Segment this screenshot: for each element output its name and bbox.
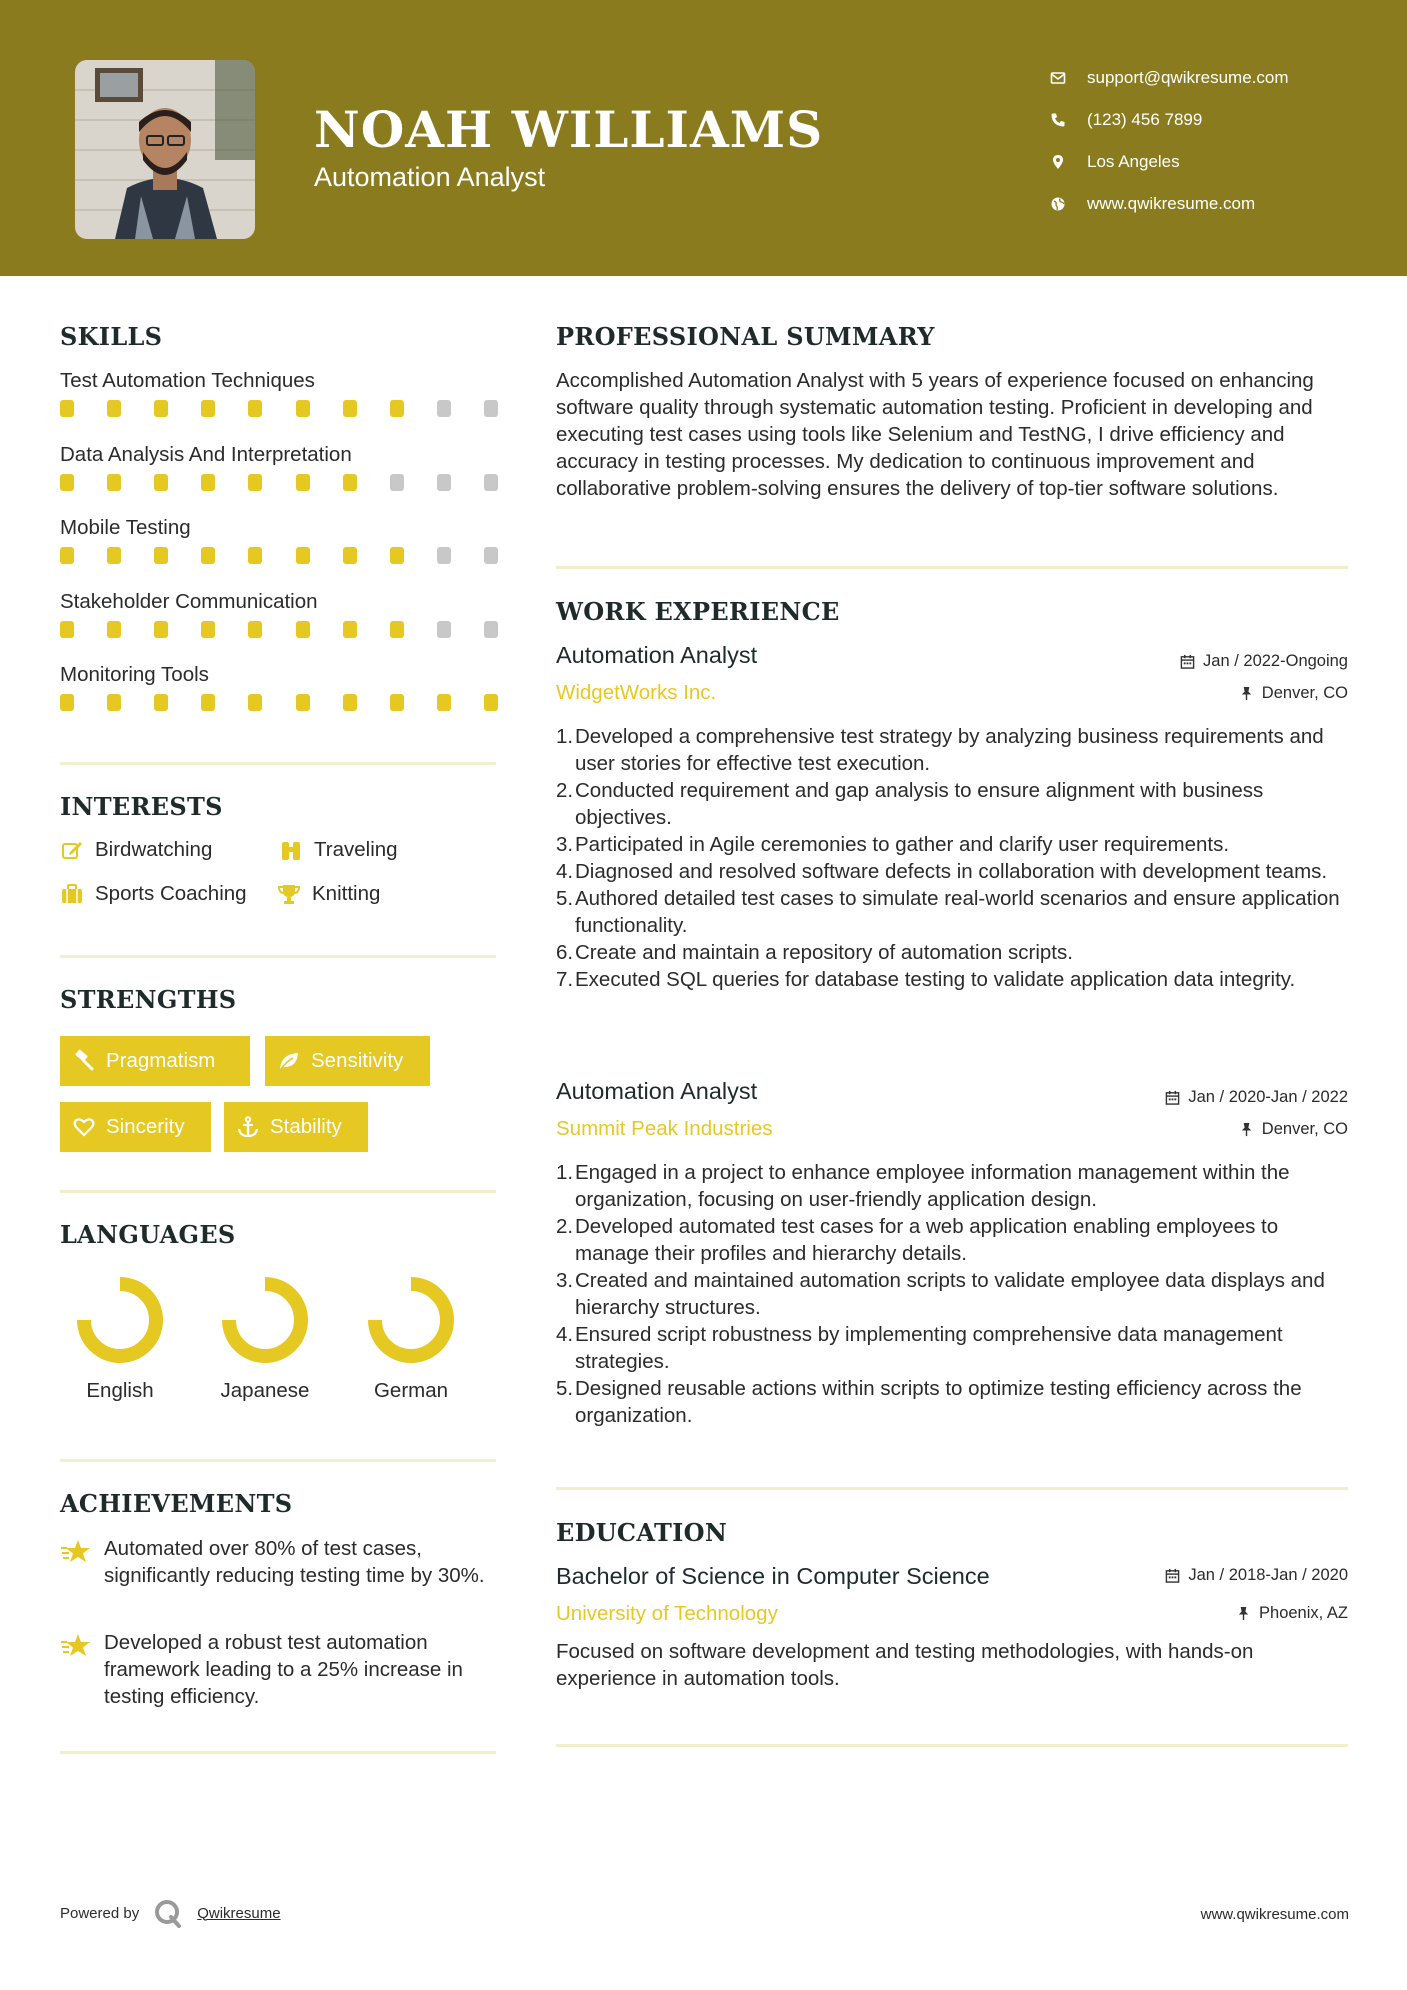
job-bullets	[556, 723, 1346, 993]
rating-dot-filled	[201, 400, 215, 417]
job-bullets	[556, 1159, 1346, 1429]
interest-item	[277, 882, 380, 906]
rating-dot-filled	[484, 694, 498, 711]
job-title: Automation Analyst	[556, 642, 758, 668]
rating-dot-filled	[60, 474, 74, 491]
qwikresume-logo-icon	[153, 1898, 183, 1928]
skill-name: Data Analysis And Interpretation	[60, 442, 352, 466]
language-name: German	[373, 1379, 449, 1402]
language-item	[55, 1275, 185, 1403]
education-dates-text: Jan / 2018-Jan / 2020	[1188, 1566, 1348, 1584]
education-dates	[1165, 1566, 1348, 1585]
achievement-text: Developed a robust test automation framework leading to a 25% increase in testing efficiency.	[104, 1631, 463, 1708]
achievement-item	[60, 1535, 500, 1589]
pushpin-icon	[1236, 1606, 1251, 1621]
contact-phone-text: (123) 456 7899	[1087, 110, 1203, 129]
bullet-item: 1. Developed a comprehensive test strategy by analyzing business requirements and user stories for effective test execution.	[556, 725, 1324, 775]
language-arc	[375, 1284, 447, 1356]
interest-item	[279, 838, 398, 862]
bullet-item: 3. Created and maintained automation scripts to validate employee data displays and hierarchy structures.	[556, 1269, 1325, 1319]
contact-location-text: Los Angeles	[1087, 152, 1180, 171]
rating-dot-filled	[107, 400, 121, 417]
education-location	[1236, 1604, 1348, 1623]
contact-location	[1050, 141, 1380, 183]
rating-dot-filled	[107, 694, 121, 711]
rating-dot-filled	[248, 694, 262, 711]
interests-heading: INTERESTS	[60, 792, 223, 821]
education-description: Focused on software development and testing methodologies, with hands-on experience in automation tools.	[556, 1640, 1254, 1690]
summary-text: Accomplished Automation Analyst with 5 years of experience focused on enhancing software quality through systematic automation testing. Proficient in developing and executing test cases using tools like Selenium and TestNG, I drive efficiency and accuracy in testing processes. My dedication to continuous improvement and collaborative problem-solving ensures the delivery of top-tier software solutions.	[556, 369, 1314, 500]
gavel-icon	[72, 1049, 96, 1073]
pushpin-icon	[1239, 686, 1254, 701]
map-pin-icon	[1050, 154, 1087, 170]
leaf-icon	[277, 1049, 301, 1073]
anchor-icon	[236, 1115, 260, 1139]
language-ring	[366, 1275, 456, 1365]
divider	[556, 1744, 1348, 1747]
rating-dot-filled	[296, 400, 310, 417]
bullet-item: 6. Create and maintain a repository of automation scripts.	[556, 941, 1073, 964]
skill-item	[60, 660, 500, 734]
bullet-item: 1. Engaged in a project to enhance employee information management within the organization, focusing on user-friendly application design.	[556, 1161, 1290, 1211]
rating-dot-filled	[154, 474, 168, 491]
rating-dot-empty	[484, 474, 498, 491]
language-item	[200, 1275, 330, 1403]
contact-list	[1050, 57, 1380, 225]
calendar-icon	[1165, 1568, 1180, 1583]
rating-dot-filled	[248, 400, 262, 417]
skill-name: Test Automation Techniques	[60, 369, 315, 392]
rating-dot-filled	[248, 621, 262, 638]
rating-dot-empty	[484, 547, 498, 564]
rating-dot-filled	[154, 621, 168, 638]
rating-dot-filled	[296, 621, 310, 638]
languages-heading: LANGUAGES	[60, 1220, 236, 1249]
job-location	[1239, 684, 1348, 703]
rating-dot-empty	[484, 400, 498, 417]
globe-icon	[1050, 196, 1087, 212]
skill-rating	[60, 400, 498, 417]
rating-dot-filled	[296, 474, 310, 491]
rating-dot-filled	[154, 547, 168, 564]
rating-dot-filled	[343, 400, 357, 417]
achievement-text: Automated over 80% of test cases, significantly reducing testing time by 30%.	[104, 1537, 485, 1587]
rating-dot-filled	[201, 621, 215, 638]
interest-label: Traveling	[314, 838, 398, 861]
education-heading: EDUCATION	[556, 1518, 728, 1547]
divider	[60, 1751, 496, 1754]
strength-label: Sincerity	[106, 1115, 185, 1138]
language-ring	[220, 1275, 310, 1365]
bullet-item: 4. Diagnosed and resolved software defects in collaboration with development teams.	[556, 860, 1328, 883]
heart-icon	[72, 1115, 96, 1139]
contact-email-text: support@qwikresume.com	[1087, 68, 1289, 87]
contact-phone[interactable]	[1050, 99, 1380, 141]
rating-dot-filled	[390, 694, 404, 711]
skill-rating	[60, 547, 498, 564]
summary-heading: PROFESSIONAL SUMMARY	[556, 322, 935, 351]
bullet-item: 5. Authored detailed test cases to simulate real-world scenarios and ensure application functionality.	[556, 887, 1340, 937]
bullet-item: 2. Developed automated test cases for a web application enabling employees to manage their profiles and hierarchy details.	[556, 1215, 1279, 1265]
skill-name: Stakeholder Communication	[60, 589, 318, 613]
contact-email[interactable]	[1050, 57, 1380, 99]
job-title: Automation Analyst	[556, 1078, 758, 1104]
skill-item	[60, 587, 500, 661]
rating-dot-filled	[60, 547, 74, 564]
bullet-item: 5. Designed reusable actions within scripts to optimize testing efficiency across the organization.	[556, 1377, 1302, 1427]
contact-website-text: www.qwikresume.com	[1087, 194, 1256, 213]
footer-website[interactable]: www.qwikresume.com	[1200, 1906, 1349, 1923]
divider	[60, 955, 496, 958]
rating-dot-empty	[484, 621, 498, 638]
rating-dot-filled	[390, 621, 404, 638]
school-name: University of Technology	[556, 1602, 778, 1625]
envelope-icon	[1050, 70, 1087, 86]
job-dates	[1165, 1088, 1348, 1107]
rating-dot-filled	[343, 547, 357, 564]
language-item	[346, 1275, 476, 1403]
language-arc	[84, 1284, 156, 1356]
divider	[60, 1190, 496, 1193]
divider	[556, 566, 1348, 569]
language-arc	[229, 1284, 301, 1356]
rating-dot-empty	[437, 547, 451, 564]
interest-item	[60, 838, 212, 862]
bullet-item: 2. Conducted requirement and gap analysis to ensure alignment with business objectives.	[556, 779, 1264, 829]
rating-dot-filled	[201, 474, 215, 491]
skill-item	[60, 366, 500, 440]
rating-dot-filled	[296, 694, 310, 711]
rating-dot-filled	[296, 547, 310, 564]
bullet-item: 3. Participated in Agile ceremonies to gather and clarify user requirements.	[556, 833, 1230, 856]
strength-label: Stability	[270, 1115, 342, 1138]
interest-label: Sports Coaching	[95, 882, 247, 905]
rating-dot-filled	[248, 547, 262, 564]
rating-dot-filled	[60, 694, 74, 711]
candidate-name: NOAH WILLIAMS	[314, 100, 824, 159]
degree-title: Bachelor of Science in Computer Science	[556, 1563, 990, 1589]
rating-dot-filled	[107, 474, 121, 491]
interest-label: Birdwatching	[95, 838, 213, 861]
rating-dot-filled	[201, 547, 215, 564]
experience-heading: WORK EXPERIENCE	[556, 597, 840, 626]
pencil-square-icon	[60, 838, 95, 862]
interest-item	[60, 882, 247, 906]
binoculars-icon	[279, 838, 314, 862]
skills-list	[60, 366, 500, 734]
job-company: WidgetWorks Inc.	[556, 681, 717, 704]
rating-dot-filled	[154, 400, 168, 417]
divider	[60, 1459, 496, 1462]
calendar-icon	[1180, 654, 1195, 669]
rating-dot-filled	[107, 621, 121, 638]
job-dates-text: Jan / 2022-Ongoing	[1203, 652, 1348, 670]
rating-dot-filled	[201, 694, 215, 711]
skill-item	[60, 513, 500, 587]
rating-dot-filled	[60, 621, 74, 638]
skills-heading: SKILLS	[60, 322, 163, 351]
rating-dot-filled	[437, 694, 451, 711]
star-icon	[60, 1535, 104, 1589]
divider	[60, 762, 496, 765]
job-location-text: Denver, CO	[1261, 684, 1348, 702]
rating-dot-filled	[107, 547, 121, 564]
language-ring	[75, 1275, 165, 1365]
rating-dot-filled	[248, 474, 262, 491]
rating-dot-empty	[390, 474, 404, 491]
skill-name: Mobile Testing	[60, 516, 191, 539]
skill-rating	[60, 694, 498, 711]
rating-dot-filled	[390, 547, 404, 564]
profile-photo	[75, 60, 255, 239]
strengths-heading: STRENGTHS	[60, 985, 237, 1014]
phone-icon	[1050, 112, 1087, 128]
job-dates	[1180, 652, 1348, 671]
briefcase-icon	[60, 882, 95, 906]
divider	[556, 1487, 1348, 1490]
calendar-icon	[1165, 1090, 1180, 1105]
bullet-item: 7. Executed SQL queries for database testing to validate application data integrity.	[556, 968, 1296, 991]
resume-header	[0, 0, 1407, 276]
rating-dot-filled	[343, 694, 357, 711]
rating-dot-filled	[154, 694, 168, 711]
brand-link[interactable]: Qwikresume	[197, 1904, 281, 1922]
footer-powered-by	[60, 1898, 281, 1928]
achievement-item	[60, 1629, 500, 1710]
skill-name: Monitoring Tools	[60, 663, 209, 686]
trophy-icon	[277, 882, 312, 906]
job-location	[1239, 1120, 1348, 1139]
rating-dot-empty	[437, 474, 451, 491]
skill-item	[60, 440, 500, 514]
job-location-text: Denver, CO	[1261, 1120, 1348, 1138]
bullet-item: 4. Ensured script robustness by implementing comprehensive data management strategies.	[556, 1323, 1283, 1373]
strength-badge	[60, 1036, 250, 1086]
achievements-heading: ACHIEVEMENTS	[60, 1489, 293, 1518]
strength-label: Sensitivity	[311, 1049, 404, 1072]
skill-rating	[60, 474, 498, 491]
star-icon	[60, 1629, 104, 1710]
interest-label: Knitting	[312, 882, 381, 905]
pushpin-icon	[1239, 1122, 1254, 1137]
contact-website[interactable]	[1050, 183, 1380, 225]
rating-dot-empty	[437, 621, 451, 638]
strength-badge	[60, 1102, 211, 1152]
skill-rating	[60, 621, 498, 638]
rating-dot-filled	[343, 474, 357, 491]
rating-dot-filled	[390, 400, 404, 417]
job-dates-text: Jan / 2020-Jan / 2022	[1188, 1088, 1348, 1106]
education-location-text: Phoenix, AZ	[1259, 1604, 1348, 1622]
job-company: Summit Peak Industries	[556, 1117, 773, 1140]
candidate-role: Automation Analyst	[314, 162, 546, 192]
strength-badge	[224, 1102, 368, 1152]
powered-by-label: Powered by	[60, 1904, 140, 1922]
rating-dot-filled	[343, 621, 357, 638]
strength-badge	[265, 1036, 430, 1086]
rating-dot-filled	[60, 400, 74, 417]
language-name: English	[86, 1379, 154, 1402]
strength-label: Pragmatism	[106, 1049, 216, 1072]
rating-dot-empty	[437, 400, 451, 417]
language-name: Japanese	[220, 1379, 310, 1402]
